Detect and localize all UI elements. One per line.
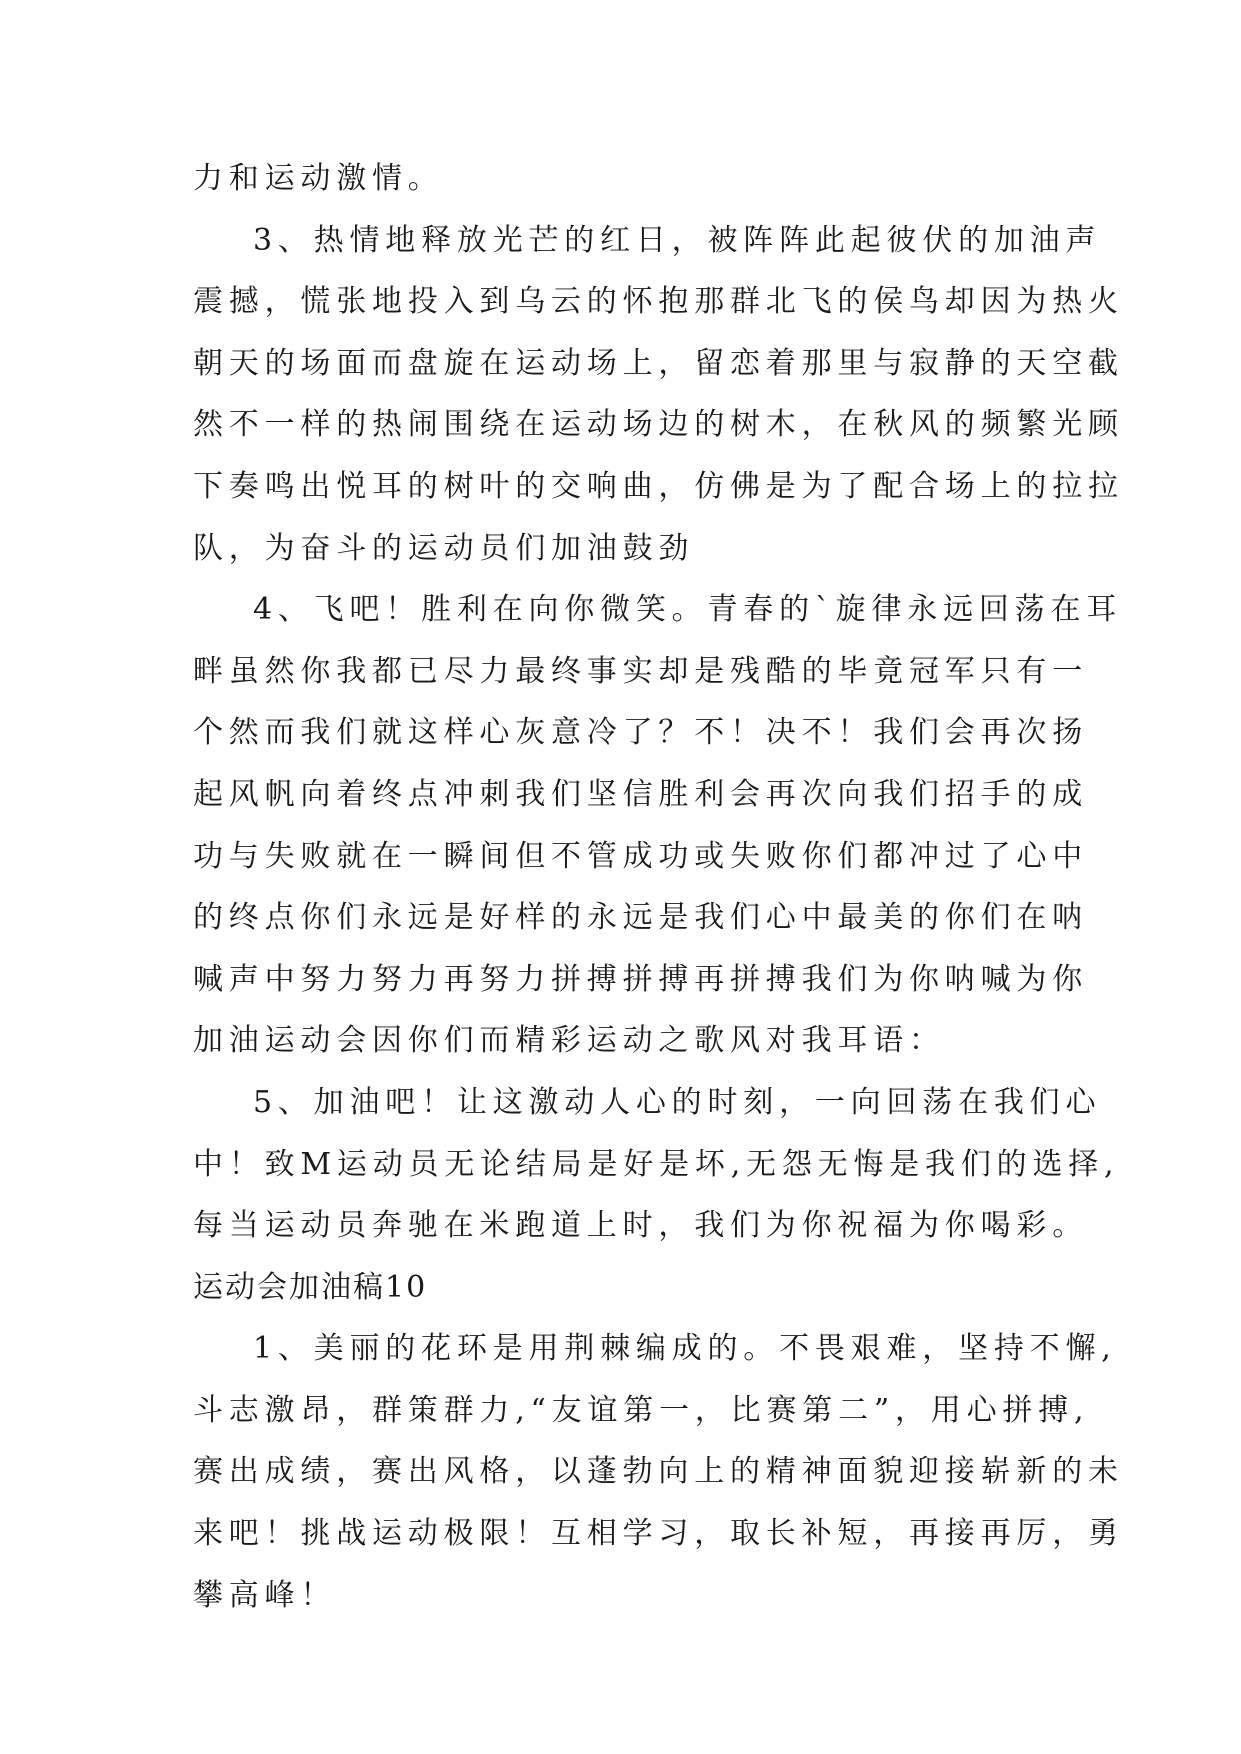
paragraph-line: 个然而我们就这样心灰意冷了？不！决不！我们会再次扬 bbox=[193, 715, 1088, 751]
section-heading bbox=[193, 1257, 1055, 1319]
heading-text: 运动会加油稿10 bbox=[193, 1269, 428, 1305]
paragraph-line: 5、加油吧！让这激动人心的时刻，一向回荡在我们心 bbox=[253, 1084, 1102, 1120]
paragraph-line: 1、美丽的花环是用荆棘编成的。不畏艰难，坚持不懈, bbox=[253, 1331, 1117, 1367]
paragraph-line: 中！致M运动员无论结局是好是坏,无怨无悔是我们的选择, bbox=[193, 1146, 1120, 1182]
paragraph bbox=[193, 210, 1124, 580]
paragraph-line: 4、飞吧！胜利在向你微笑。青春的`旋律永远回荡在耳 bbox=[253, 592, 1123, 628]
paragraph-line: 的终点你们永远是好样的永远是我们心中最美的你们在呐 bbox=[193, 900, 1088, 936]
paragraph-line: 下奏鸣出悦耳的树叶的交响曲，仿佛是为了配合场上的拉拉 bbox=[193, 468, 1124, 504]
paragraph-line: 力和运动激情。 bbox=[193, 161, 444, 196]
paragraph-line: 每当运动员奔驰在米跑道上时，我们为你祝福为你喝彩。 bbox=[193, 1208, 1088, 1244]
paragraph bbox=[193, 1318, 1124, 1626]
paragraph-line: 攀高峰！ bbox=[193, 1577, 337, 1613]
paragraph-line: 朝天的场面而盘旋在运动场上，留恋着那里与寂静的天空截 bbox=[193, 345, 1124, 381]
paragraph-line: 然不一样的热闹围绕在运动场边的树木，在秋风的频繁光顾 bbox=[193, 407, 1124, 443]
paragraph bbox=[193, 1072, 1120, 1257]
paragraph-line: 功与失败就在一瞬间但不管成功或失败你们都冲过了心中 bbox=[193, 838, 1088, 874]
paragraph-line: 畔虽然你我都已尽力最终事实却是残酷的毕竟冠军只有一 bbox=[193, 653, 1088, 689]
document-body bbox=[193, 148, 1124, 1626]
paragraph-line: 队，为奋斗的运动员们加油鼓劲 bbox=[193, 530, 695, 566]
paragraph-line: 喊声中努力努力再努力拼搏拼搏再拼搏我们为你呐喊为你 bbox=[193, 961, 1088, 997]
paragraph-line: 来吧！挑战运动极限！互相学习，取长补短，再接再厉，勇 bbox=[193, 1516, 1124, 1552]
paragraph-line: 起风帆向着终点冲刺我们坚信胜利会再次向我们招手的成 bbox=[193, 776, 1088, 812]
paragraph-line: 3、热情地释放光芒的红日，被阵阵此起彼伏的加油声 bbox=[253, 222, 1102, 258]
paragraph-line: 赛出成绩，赛出风格，以蓬勃向上的精神面貌迎接崭新的未 bbox=[193, 1454, 1124, 1490]
paragraph-line: 震撼，慌张地投入到乌云的怀抱那群北飞的侯鸟却因为热火 bbox=[193, 284, 1124, 320]
paragraph bbox=[193, 148, 1055, 210]
paragraph bbox=[193, 579, 1123, 1072]
paragraph-line: 斗志激昂，群策群力,“友谊第一，比赛第二”，用心拼搏, bbox=[193, 1392, 1090, 1428]
paragraph-line: 加油运动会因你们而精彩运动之歌风对我耳语： bbox=[193, 1023, 945, 1059]
